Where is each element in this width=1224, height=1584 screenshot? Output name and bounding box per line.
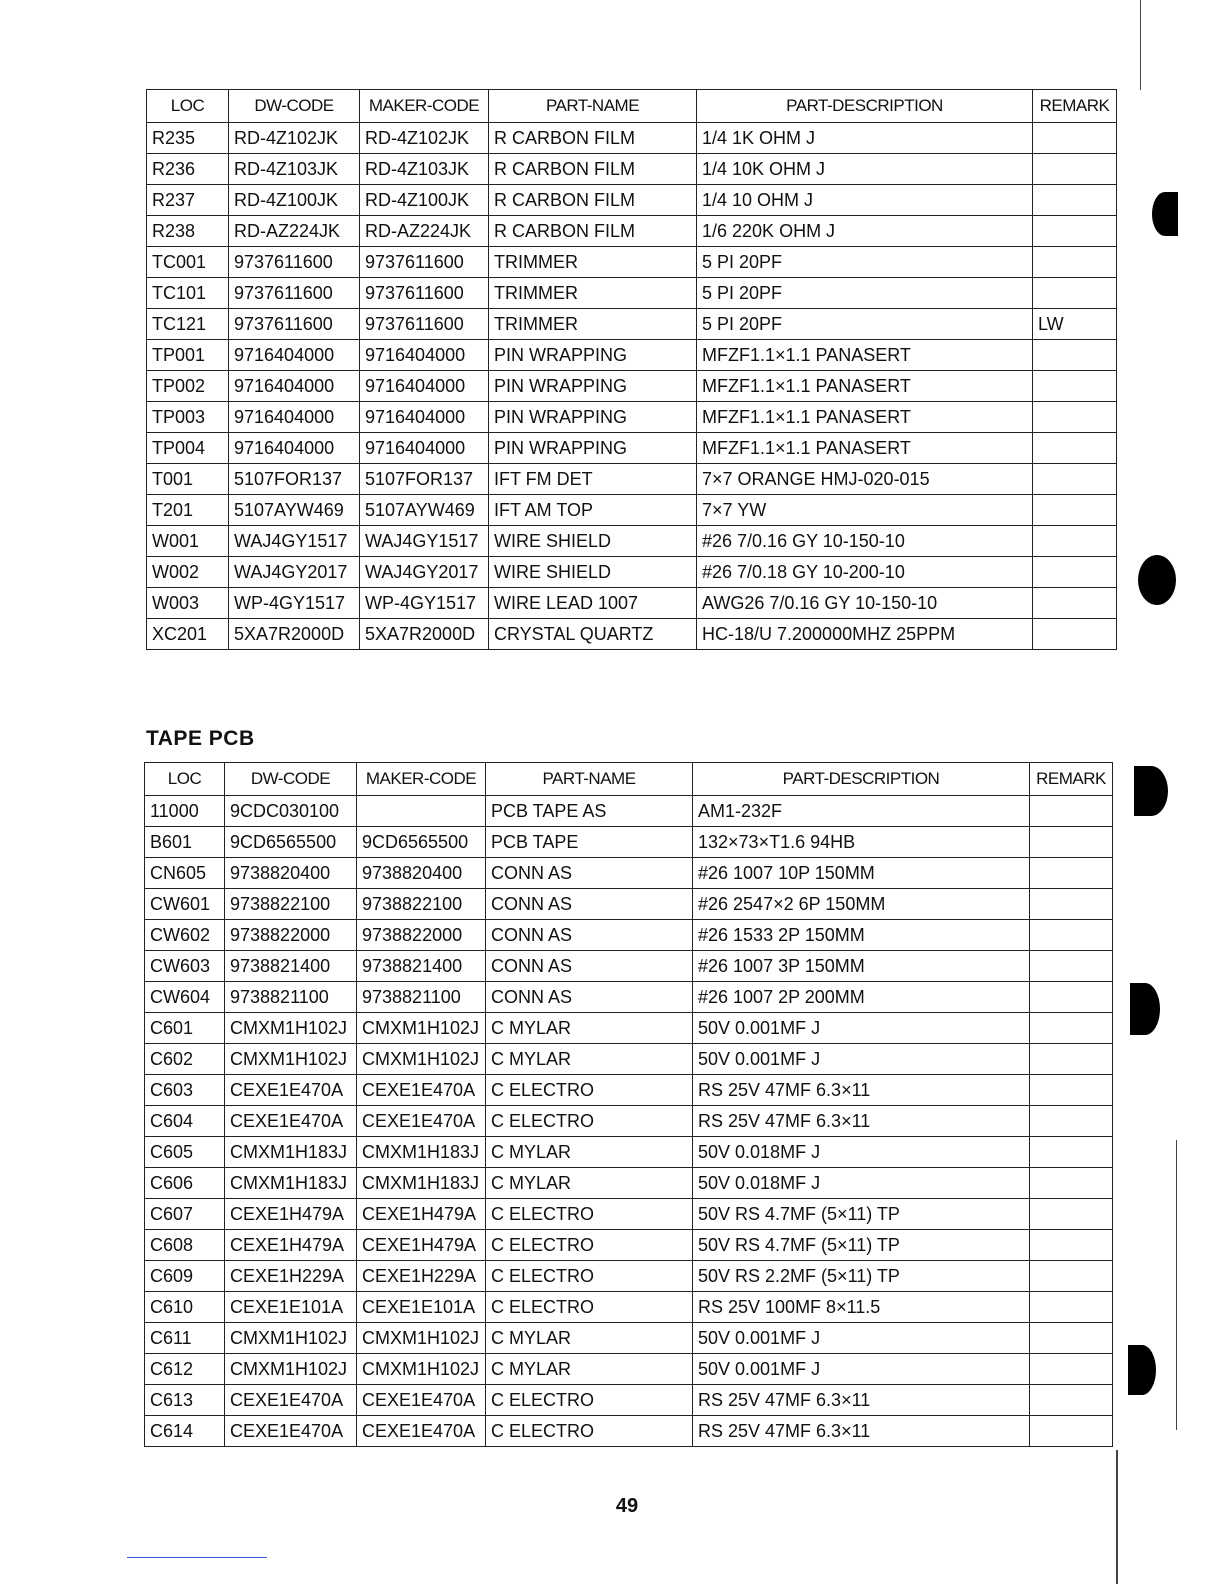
cell-loc: TP001 bbox=[147, 340, 229, 371]
cell-remark bbox=[1033, 340, 1117, 371]
table-row bbox=[145, 827, 1113, 858]
cell-part-description: #26 1533 2P 150MM bbox=[693, 920, 1030, 951]
table-row bbox=[147, 247, 1117, 278]
cell-dw-code: 9738822100 bbox=[225, 889, 357, 920]
cell-remark bbox=[1033, 371, 1117, 402]
scan-edge-line bbox=[1140, 0, 1141, 90]
cell-dw-code: CEXE1H479A bbox=[225, 1199, 357, 1230]
cell-maker-code: CMXM1H183J bbox=[357, 1168, 486, 1199]
cell-loc: C605 bbox=[145, 1137, 225, 1168]
cell-maker-code: 5107FOR137 bbox=[360, 464, 489, 495]
table-row bbox=[145, 1075, 1113, 1106]
cell-loc: TC121 bbox=[147, 309, 229, 340]
cell-loc: C603 bbox=[145, 1075, 225, 1106]
cell-loc: R238 bbox=[147, 216, 229, 247]
table-row bbox=[145, 1230, 1113, 1261]
cell-part-name: CONN AS bbox=[486, 858, 693, 889]
cell-dw-code: 9737611600 bbox=[229, 278, 360, 309]
cell-part-description: 1/4 1K OHM J bbox=[697, 123, 1033, 154]
column-header-remark: REMARK bbox=[1033, 90, 1117, 123]
cell-part-name: PCB TAPE bbox=[486, 827, 693, 858]
table-row bbox=[145, 889, 1113, 920]
cell-dw-code: 9738821400 bbox=[225, 951, 357, 982]
cell-dw-code: RD-4Z100JK bbox=[229, 185, 360, 216]
cell-dw-code: WP-4GY1517 bbox=[229, 588, 360, 619]
cell-remark bbox=[1030, 827, 1113, 858]
column-header-part-name: PART-NAME bbox=[489, 90, 697, 123]
cell-dw-code: CMXM1H183J bbox=[225, 1168, 357, 1199]
cell-dw-code: 9CD6565500 bbox=[225, 827, 357, 858]
cell-part-name: TRIMMER bbox=[489, 278, 697, 309]
scan-edge-line bbox=[1116, 1450, 1118, 1584]
table-row bbox=[147, 154, 1117, 185]
cell-remark: LW bbox=[1033, 309, 1117, 340]
cell-part-name: C ELECTRO bbox=[486, 1385, 693, 1416]
cell-maker-code: RD-4Z103JK bbox=[360, 154, 489, 185]
cell-part-description: 50V RS 2.2MF (5×11) TP bbox=[693, 1261, 1030, 1292]
cell-part-description: RS 25V 47MF 6.3×11 bbox=[693, 1385, 1030, 1416]
cell-part-name: IFT FM DET bbox=[489, 464, 697, 495]
cell-dw-code: 9716404000 bbox=[229, 340, 360, 371]
cell-part-name: C MYLAR bbox=[486, 1137, 693, 1168]
cell-part-name: WIRE SHIELD bbox=[489, 526, 697, 557]
parts-table-tape-pcb bbox=[144, 762, 1113, 1447]
cell-part-description: 132×73×T1.6 94HB bbox=[693, 827, 1030, 858]
cell-part-description: MFZF1.1×1.1 PANASERT bbox=[697, 433, 1033, 464]
cell-maker-code: 9CD6565500 bbox=[357, 827, 486, 858]
table-row bbox=[145, 1044, 1113, 1075]
cell-part-description: 7×7 YW bbox=[697, 495, 1033, 526]
cell-dw-code: WAJ4GY1517 bbox=[229, 526, 360, 557]
cell-dw-code: CEXE1E470A bbox=[225, 1416, 357, 1447]
cell-dw-code: 9716404000 bbox=[229, 402, 360, 433]
cell-remark bbox=[1030, 1137, 1113, 1168]
cell-loc: C611 bbox=[145, 1323, 225, 1354]
cell-remark bbox=[1033, 185, 1117, 216]
cell-part-description: 50V 0.018MF J bbox=[693, 1168, 1030, 1199]
cell-maker-code: 9716404000 bbox=[360, 371, 489, 402]
cell-dw-code: CEXE1E101A bbox=[225, 1292, 357, 1323]
footer-rule bbox=[127, 1557, 267, 1558]
cell-remark bbox=[1033, 154, 1117, 185]
cell-dw-code: 9738820400 bbox=[225, 858, 357, 889]
table-row bbox=[145, 1354, 1113, 1385]
cell-remark bbox=[1033, 557, 1117, 588]
cell-remark bbox=[1030, 1261, 1113, 1292]
cell-dw-code: CEXE1E470A bbox=[225, 1385, 357, 1416]
column-header-part-description: PART-DESCRIPTION bbox=[697, 90, 1033, 123]
cell-remark bbox=[1030, 1230, 1113, 1261]
cell-loc: C604 bbox=[145, 1106, 225, 1137]
table-row bbox=[145, 951, 1113, 982]
cell-maker-code: WP-4GY1517 bbox=[360, 588, 489, 619]
table-row bbox=[147, 309, 1117, 340]
cell-remark bbox=[1030, 1385, 1113, 1416]
cell-part-name: CONN AS bbox=[486, 951, 693, 982]
column-header-remark: REMARK bbox=[1030, 763, 1113, 796]
cell-loc: C613 bbox=[145, 1385, 225, 1416]
cell-remark bbox=[1030, 796, 1113, 827]
cell-part-description: HC-18/U 7.200000MHZ 25PPM bbox=[697, 619, 1033, 650]
cell-loc: C610 bbox=[145, 1292, 225, 1323]
parts-table-tape-pcb-body bbox=[145, 796, 1113, 1447]
cell-dw-code: 9716404000 bbox=[229, 433, 360, 464]
cell-maker-code: 9716404000 bbox=[360, 402, 489, 433]
cell-maker-code: 9738821400 bbox=[357, 951, 486, 982]
cell-remark bbox=[1033, 433, 1117, 464]
cell-loc: TP002 bbox=[147, 371, 229, 402]
cell-remark bbox=[1030, 1199, 1113, 1230]
cell-part-name: C ELECTRO bbox=[486, 1075, 693, 1106]
cell-part-description: 50V RS 4.7MF (5×11) TP bbox=[693, 1199, 1030, 1230]
cell-dw-code: CEXE1H229A bbox=[225, 1261, 357, 1292]
table-row bbox=[147, 495, 1117, 526]
cell-dw-code: 9738821100 bbox=[225, 982, 357, 1013]
cell-loc: TC001 bbox=[147, 247, 229, 278]
cell-loc: R237 bbox=[147, 185, 229, 216]
cell-part-description: RS 25V 100MF 8×11.5 bbox=[693, 1292, 1030, 1323]
column-header-part-name: PART-NAME bbox=[486, 763, 693, 796]
cell-maker-code: CMXM1H183J bbox=[357, 1137, 486, 1168]
cell-loc: T001 bbox=[147, 464, 229, 495]
cell-dw-code: 9737611600 bbox=[229, 309, 360, 340]
cell-maker-code: 9716404000 bbox=[360, 340, 489, 371]
cell-dw-code: CMXM1H102J bbox=[225, 1323, 357, 1354]
table-row bbox=[147, 216, 1117, 247]
cell-remark bbox=[1030, 858, 1113, 889]
cell-part-name: TRIMMER bbox=[489, 309, 697, 340]
cell-loc: TP004 bbox=[147, 433, 229, 464]
binder-hole-mark bbox=[1128, 1345, 1156, 1395]
cell-remark bbox=[1030, 1013, 1113, 1044]
cell-part-description: #26 2547×2 6P 150MM bbox=[693, 889, 1030, 920]
cell-maker-code: WAJ4GY1517 bbox=[360, 526, 489, 557]
cell-remark bbox=[1033, 123, 1117, 154]
cell-part-name: C ELECTRO bbox=[486, 1261, 693, 1292]
cell-part-description: 1/6 220K OHM J bbox=[697, 216, 1033, 247]
cell-part-description: 50V 0.018MF J bbox=[693, 1137, 1030, 1168]
cell-maker-code bbox=[357, 796, 486, 827]
page-number: 49 bbox=[615, 1495, 639, 1517]
table-row bbox=[147, 526, 1117, 557]
cell-remark bbox=[1033, 216, 1117, 247]
cell-dw-code: 9737611600 bbox=[229, 247, 360, 278]
cell-loc: W002 bbox=[147, 557, 229, 588]
cell-maker-code: CMXM1H102J bbox=[357, 1323, 486, 1354]
cell-part-description: AWG26 7/0.16 GY 10-150-10 bbox=[697, 588, 1033, 619]
cell-maker-code: CMXM1H102J bbox=[357, 1354, 486, 1385]
cell-remark bbox=[1033, 588, 1117, 619]
cell-part-description: 50V 0.001MF J bbox=[693, 1354, 1030, 1385]
cell-dw-code: 9738822000 bbox=[225, 920, 357, 951]
cell-loc: XC201 bbox=[147, 619, 229, 650]
column-header-loc: LOC bbox=[147, 90, 229, 123]
table-row bbox=[145, 1416, 1113, 1447]
cell-loc: 11000 bbox=[145, 796, 225, 827]
cell-maker-code: CEXE1H479A bbox=[357, 1199, 486, 1230]
cell-part-description: #26 7/0.18 GY 10-200-10 bbox=[697, 557, 1033, 588]
table-row bbox=[147, 123, 1117, 154]
cell-maker-code: RD-4Z102JK bbox=[360, 123, 489, 154]
cell-part-name: CONN AS bbox=[486, 889, 693, 920]
cell-loc: CW603 bbox=[145, 951, 225, 982]
binder-hole-mark bbox=[1130, 983, 1160, 1035]
cell-loc: R235 bbox=[147, 123, 229, 154]
header-row bbox=[147, 90, 1117, 123]
cell-part-description: 5 PI 20PF bbox=[697, 278, 1033, 309]
table-row bbox=[145, 1261, 1113, 1292]
cell-part-description: 5 PI 20PF bbox=[697, 309, 1033, 340]
cell-dw-code: 9CDC030100 bbox=[225, 796, 357, 827]
cell-part-name: PCB TAPE AS bbox=[486, 796, 693, 827]
cell-part-description: 50V 0.001MF J bbox=[693, 1044, 1030, 1075]
cell-maker-code: 9738822100 bbox=[357, 889, 486, 920]
cell-part-description: 5 PI 20PF bbox=[697, 247, 1033, 278]
cell-remark bbox=[1033, 247, 1117, 278]
cell-loc: C612 bbox=[145, 1354, 225, 1385]
column-header-loc: LOC bbox=[145, 763, 225, 796]
cell-part-name: PIN WRAPPING bbox=[489, 433, 697, 464]
table-row bbox=[147, 588, 1117, 619]
cell-part-description: 7×7 ORANGE HMJ-020-015 bbox=[697, 464, 1033, 495]
cell-remark bbox=[1030, 1075, 1113, 1106]
cell-maker-code: 9737611600 bbox=[360, 309, 489, 340]
cell-maker-code: 9737611600 bbox=[360, 278, 489, 309]
cell-maker-code: CEXE1E470A bbox=[357, 1385, 486, 1416]
cell-remark bbox=[1033, 495, 1117, 526]
cell-dw-code: 5107FOR137 bbox=[229, 464, 360, 495]
cell-part-name: WIRE SHIELD bbox=[489, 557, 697, 588]
scan-edge-line bbox=[1176, 1140, 1177, 1430]
table-row bbox=[145, 1199, 1113, 1230]
cell-part-name: C ELECTRO bbox=[486, 1230, 693, 1261]
cell-maker-code: CEXE1E470A bbox=[357, 1075, 486, 1106]
binder-hole-mark bbox=[1138, 555, 1176, 605]
cell-remark bbox=[1030, 1354, 1113, 1385]
cell-maker-code: CEXE1E101A bbox=[357, 1292, 486, 1323]
cell-part-description: MFZF1.1×1.1 PANASERT bbox=[697, 371, 1033, 402]
cell-dw-code: 9716404000 bbox=[229, 371, 360, 402]
cell-maker-code: RD-4Z100JK bbox=[360, 185, 489, 216]
table-row bbox=[147, 557, 1117, 588]
cell-dw-code: RD-AZ224JK bbox=[229, 216, 360, 247]
column-header-part-description: PART-DESCRIPTION bbox=[693, 763, 1030, 796]
table-row bbox=[145, 1385, 1113, 1416]
cell-loc: CW602 bbox=[145, 920, 225, 951]
cell-part-description: #26 1007 2P 200MM bbox=[693, 982, 1030, 1013]
cell-part-name: C MYLAR bbox=[486, 1013, 693, 1044]
parts-table-main bbox=[146, 89, 1117, 650]
cell-part-description: #26 7/0.16 GY 10-150-10 bbox=[697, 526, 1033, 557]
table-row bbox=[145, 920, 1113, 951]
cell-dw-code: RD-4Z103JK bbox=[229, 154, 360, 185]
cell-part-name: PIN WRAPPING bbox=[489, 402, 697, 433]
cell-remark bbox=[1033, 402, 1117, 433]
cell-remark bbox=[1030, 951, 1113, 982]
table-row bbox=[147, 340, 1117, 371]
cell-part-name: C MYLAR bbox=[486, 1354, 693, 1385]
cell-loc: CN605 bbox=[145, 858, 225, 889]
cell-maker-code: CEXE1H479A bbox=[357, 1230, 486, 1261]
cell-part-name: PIN WRAPPING bbox=[489, 340, 697, 371]
cell-loc: C608 bbox=[145, 1230, 225, 1261]
cell-remark bbox=[1030, 1044, 1113, 1075]
cell-part-description: 50V RS 4.7MF (5×11) TP bbox=[693, 1230, 1030, 1261]
cell-dw-code: CMXM1H102J bbox=[225, 1354, 357, 1385]
cell-loc: C607 bbox=[145, 1199, 225, 1230]
cell-part-name: C ELECTRO bbox=[486, 1199, 693, 1230]
cell-part-name: CONN AS bbox=[486, 982, 693, 1013]
cell-remark bbox=[1030, 920, 1113, 951]
cell-dw-code: 5XA7R2000D bbox=[229, 619, 360, 650]
cell-maker-code: CEXE1H229A bbox=[357, 1261, 486, 1292]
cell-part-name: C ELECTRO bbox=[486, 1416, 693, 1447]
cell-maker-code: 9738822000 bbox=[357, 920, 486, 951]
table-row bbox=[145, 1106, 1113, 1137]
cell-part-description: #26 1007 3P 150MM bbox=[693, 951, 1030, 982]
header-row bbox=[145, 763, 1113, 796]
cell-loc: CW604 bbox=[145, 982, 225, 1013]
cell-part-description: MFZF1.1×1.1 PANASERT bbox=[697, 402, 1033, 433]
cell-part-name: WIRE LEAD 1007 bbox=[489, 588, 697, 619]
table-row bbox=[147, 278, 1117, 309]
cell-part-name: R CARBON FILM bbox=[489, 123, 697, 154]
table-row bbox=[147, 402, 1117, 433]
column-header-maker-code: MAKER-CODE bbox=[357, 763, 486, 796]
cell-loc: W003 bbox=[147, 588, 229, 619]
table-row bbox=[145, 1137, 1113, 1168]
cell-maker-code: 5XA7R2000D bbox=[360, 619, 489, 650]
cell-maker-code: CEXE1E470A bbox=[357, 1416, 486, 1447]
cell-dw-code: CMXM1H102J bbox=[225, 1044, 357, 1075]
cell-maker-code: 5107AYW469 bbox=[360, 495, 489, 526]
cell-remark bbox=[1030, 889, 1113, 920]
cell-remark bbox=[1030, 1168, 1113, 1199]
table-row bbox=[147, 185, 1117, 216]
parts-table-main-body bbox=[147, 123, 1117, 650]
cell-loc: TC101 bbox=[147, 278, 229, 309]
cell-maker-code: CMXM1H102J bbox=[357, 1013, 486, 1044]
cell-loc: C614 bbox=[145, 1416, 225, 1447]
cell-dw-code: RD-4Z102JK bbox=[229, 123, 360, 154]
cell-dw-code: CMXM1H102J bbox=[225, 1013, 357, 1044]
binder-hole-mark bbox=[1152, 192, 1178, 236]
table-row bbox=[145, 796, 1113, 827]
table-row bbox=[147, 433, 1117, 464]
table-row bbox=[145, 1292, 1113, 1323]
cell-dw-code: CMXM1H183J bbox=[225, 1137, 357, 1168]
cell-remark bbox=[1033, 619, 1117, 650]
cell-part-name: C ELECTRO bbox=[486, 1292, 693, 1323]
cell-part-name: CONN AS bbox=[486, 920, 693, 951]
cell-part-description: 50V 0.001MF J bbox=[693, 1323, 1030, 1354]
cell-maker-code: CMXM1H102J bbox=[357, 1044, 486, 1075]
cell-maker-code: 9738821100 bbox=[357, 982, 486, 1013]
cell-maker-code: RD-AZ224JK bbox=[360, 216, 489, 247]
cell-remark bbox=[1033, 278, 1117, 309]
cell-loc: R236 bbox=[147, 154, 229, 185]
cell-part-description: #26 1007 10P 150MM bbox=[693, 858, 1030, 889]
cell-dw-code: CEXE1E470A bbox=[225, 1075, 357, 1106]
cell-loc: C606 bbox=[145, 1168, 225, 1199]
table-row bbox=[145, 1323, 1113, 1354]
cell-maker-code: 9738820400 bbox=[357, 858, 486, 889]
cell-part-name: C MYLAR bbox=[486, 1044, 693, 1075]
table-row bbox=[147, 371, 1117, 402]
cell-part-name: C ELECTRO bbox=[486, 1106, 693, 1137]
cell-maker-code: 9737611600 bbox=[360, 247, 489, 278]
cell-part-name: R CARBON FILM bbox=[489, 154, 697, 185]
cell-loc: C601 bbox=[145, 1013, 225, 1044]
cell-loc: C602 bbox=[145, 1044, 225, 1075]
cell-part-name: PIN WRAPPING bbox=[489, 371, 697, 402]
cell-loc: W001 bbox=[147, 526, 229, 557]
cell-part-description: 50V 0.001MF J bbox=[693, 1013, 1030, 1044]
table-row bbox=[147, 619, 1117, 650]
cell-loc: B601 bbox=[145, 827, 225, 858]
cell-part-name: CRYSTAL QUARTZ bbox=[489, 619, 697, 650]
cell-dw-code: WAJ4GY2017 bbox=[229, 557, 360, 588]
cell-part-name: TRIMMER bbox=[489, 247, 697, 278]
column-header-dw-code: DW-CODE bbox=[229, 90, 360, 123]
cell-maker-code: CEXE1E470A bbox=[357, 1106, 486, 1137]
cell-part-description: RS 25V 47MF 6.3×11 bbox=[693, 1106, 1030, 1137]
table-row bbox=[147, 464, 1117, 495]
cell-remark bbox=[1033, 526, 1117, 557]
cell-part-description: 1/4 10 OHM J bbox=[697, 185, 1033, 216]
cell-part-description: RS 25V 47MF 6.3×11 bbox=[693, 1416, 1030, 1447]
cell-loc: TP003 bbox=[147, 402, 229, 433]
cell-part-description: 1/4 10K OHM J bbox=[697, 154, 1033, 185]
cell-loc: C609 bbox=[145, 1261, 225, 1292]
table-row bbox=[145, 1168, 1113, 1199]
cell-remark bbox=[1033, 464, 1117, 495]
binder-hole-mark bbox=[1134, 766, 1168, 816]
column-header-dw-code: DW-CODE bbox=[225, 763, 357, 796]
cell-maker-code: WAJ4GY2017 bbox=[360, 557, 489, 588]
cell-loc: CW601 bbox=[145, 889, 225, 920]
cell-dw-code: CEXE1H479A bbox=[225, 1230, 357, 1261]
cell-part-name: IFT AM TOP bbox=[489, 495, 697, 526]
cell-remark bbox=[1030, 1106, 1113, 1137]
cell-part-description: MFZF1.1×1.1 PANASERT bbox=[697, 340, 1033, 371]
cell-dw-code: 5107AYW469 bbox=[229, 495, 360, 526]
cell-part-name: R CARBON FILM bbox=[489, 185, 697, 216]
cell-dw-code: CEXE1E470A bbox=[225, 1106, 357, 1137]
cell-remark bbox=[1030, 1416, 1113, 1447]
cell-remark bbox=[1030, 1323, 1113, 1354]
section-title-tape-pcb: TAPE PCB bbox=[146, 727, 255, 750]
cell-maker-code: 9716404000 bbox=[360, 433, 489, 464]
cell-loc: T201 bbox=[147, 495, 229, 526]
table-row bbox=[145, 858, 1113, 889]
cell-remark bbox=[1030, 1292, 1113, 1323]
cell-remark bbox=[1030, 982, 1113, 1013]
parts-table-tape-pcb-header bbox=[145, 763, 1113, 796]
cell-part-name: C MYLAR bbox=[486, 1323, 693, 1354]
cell-part-description: AM1-232F bbox=[693, 796, 1030, 827]
table-row bbox=[145, 1013, 1113, 1044]
cell-part-name: R CARBON FILM bbox=[489, 216, 697, 247]
column-header-maker-code: MAKER-CODE bbox=[360, 90, 489, 123]
parts-table-main-header bbox=[147, 90, 1117, 123]
cell-part-description: RS 25V 47MF 6.3×11 bbox=[693, 1075, 1030, 1106]
cell-part-name: C MYLAR bbox=[486, 1168, 693, 1199]
table-row bbox=[145, 982, 1113, 1013]
